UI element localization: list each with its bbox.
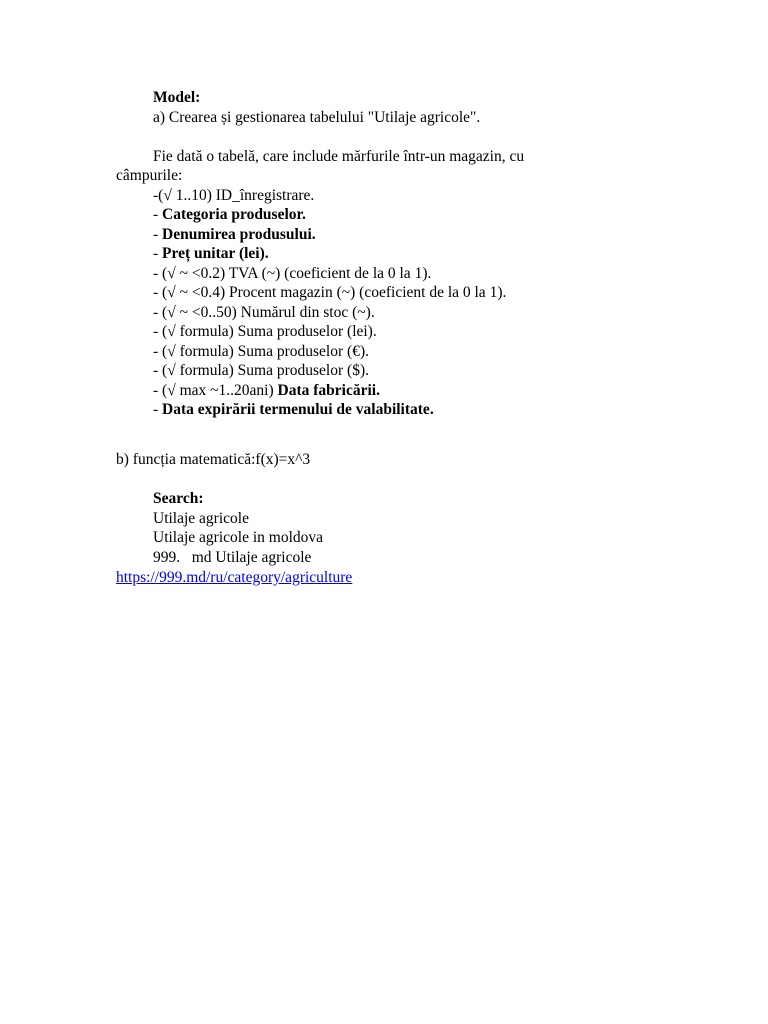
agriculture-link-text[interactable]: https://999.md/ru/category/agriculture [116, 569, 353, 586]
field-item: - (√ formula) Suma produselor (lei). [153, 323, 377, 340]
part-a-title: a) Crearea și gestionarea tabelului "Utilaje agricole". [153, 109, 481, 126]
field-item: - (√ ~ <0.4) Procent magazin (~) (coeficient de la 0 la 1). [153, 284, 507, 301]
field-item: - (√ formula) Suma produselor ($). [153, 362, 369, 379]
search-heading: Search: [153, 490, 204, 507]
field-item: - (√ ~ <0..50) Numărul din stoc (~). [153, 304, 375, 321]
part-b-function: b) funcția matematică:f(x)=x^3 [116, 451, 311, 468]
field-item: - Data expirării termenului de valabilitate. [153, 401, 434, 418]
field-item: -(√ 1..10) ID_înregistrare. [153, 187, 315, 204]
field-item: - (√ formula) Suma produselor (€). [153, 343, 369, 360]
search-item: Utilaje agricole in moldova [153, 529, 324, 546]
field-item: - Preț unitar (lei). [153, 245, 269, 262]
model-heading: Model: [153, 89, 201, 106]
search-item: Utilaje agricole [153, 510, 249, 527]
field-item: - (√ max ~1..20ani) Data fabricării. [153, 382, 380, 399]
field-item: - (√ ~ <0.2) TVA (~) (coeficient de la 0 la 1). [153, 265, 432, 282]
intro-line-1: Fie dată o tabelă, care include mărfurile într-un magazin, cu [153, 148, 525, 165]
field-item: - Denumirea produsului. [153, 226, 316, 243]
field-item: - Categoria produselor. [153, 206, 306, 223]
intro-line-2: câmpurile: [116, 167, 183, 184]
search-item: 999. md Utilaje agricole [153, 549, 312, 566]
agriculture-link[interactable] [116, 568, 352, 588]
